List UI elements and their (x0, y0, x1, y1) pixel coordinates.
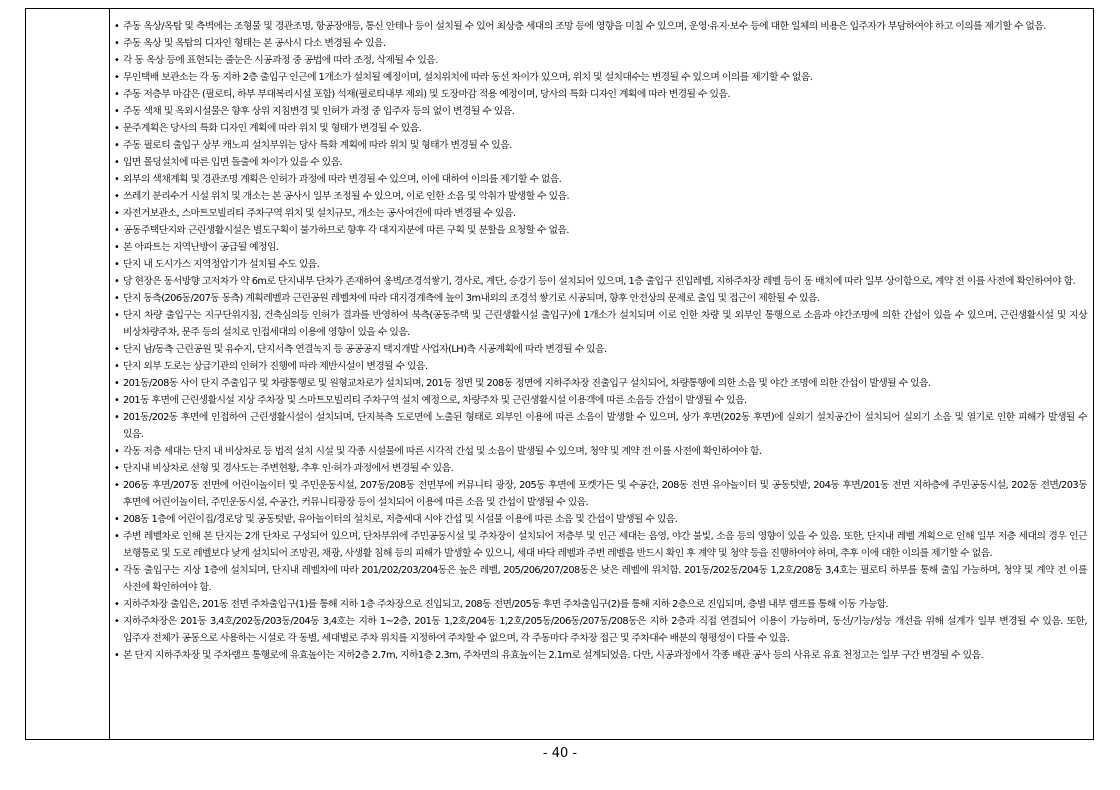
note-text: 201동 후면에 근린생활시설 지상 주차장 및 스마트모빌리티 주차구역 설치 예정으로, 차량주차 및 근린생활시설 이용객에 따른 소음등 간섭이 발생될 수 있음. (123, 395, 747, 406)
note-item (114, 256, 1087, 273)
note-text: 무인택배 보관소는 각 동 지하 2층 출입구 인근에 1개소가 설치될 예정이며, 설치위치에 따라 동선 차이가 있으며, 위치 및 설치대수는 변경될 수 있으며 이의를 제기할 수 없음. (123, 72, 813, 83)
note-item (114, 443, 1087, 460)
note-text: 단지 내 도시가스 지역정압기가 설치될 수도 있음. (123, 259, 320, 270)
category-cell (26, 9, 110, 739)
bullet-icon: • (114, 395, 120, 406)
note-text: 단지 외부 도로는 상급기관의 인허가 진행에 따라 제반시설이 변경될 수 있음. (123, 361, 428, 372)
note-item (114, 460, 1087, 477)
note-item (114, 18, 1087, 35)
bullet-icon: • (114, 378, 120, 389)
note-item (114, 103, 1087, 120)
bullet-icon: • (114, 480, 120, 491)
bullet-icon: • (114, 89, 120, 100)
note-text: 지하주차장 출입은, 201동 전면 주차출입구(1)를 통해 지하 1층 주차장으로 진입되고, 208동 전면/205동 후면 주차출입구(2)를 통해 지하 2층으로 진입되며, 층별 내부 램프를 통해 이동 가능함. (123, 599, 889, 610)
note-item (114, 273, 1087, 290)
note-item (114, 35, 1087, 52)
note-item (114, 239, 1087, 256)
note-text: 201동/202동 후면에 인접하여 근린생활시설이 설치되며, 단지북측 도로면에 노출된 형태로 외부인 이용에 따른 소음이 발생할 수 있으며, 상가 후면(202동 후면)에 실외기 설치공간이 설치되어 실외기 소음 및 열기로 인한 피해가 발생될 수 있음. (123, 412, 1087, 440)
bullet-icon: • (114, 344, 120, 355)
notes-list (114, 18, 1087, 664)
note-item (114, 596, 1087, 613)
note-text: 208동 1층에 어린이집/경로당 및 공동텃밭, 유아놀이터의 설치로, 저층세대 시야 간섭 및 시설물 이용에 따른 소음 및 간섭이 발생될 수 있음. (123, 514, 678, 525)
bullet-icon: • (114, 225, 120, 236)
bullet-icon: • (114, 140, 120, 151)
note-item (114, 358, 1087, 375)
note-item (114, 409, 1087, 443)
bullet-icon: • (114, 21, 120, 32)
bullet-icon: • (114, 599, 120, 610)
bullet-icon: • (114, 106, 120, 117)
bullet-icon: • (114, 242, 120, 253)
bullet-icon: • (114, 174, 120, 185)
bullet-icon: • (114, 293, 120, 304)
bullet-icon: • (114, 514, 120, 525)
note-item (114, 511, 1087, 528)
bullet-icon: • (114, 310, 120, 321)
note-text: 주변 레벨차로 인해 본 단지는 2개 단차로 구성되어 있으며, 단차부위에 주민공동시설 및 주차장이 설치되어 저층부 및 인근 세대는 음영, 야간 불빛, 소음 등의 영향이 있을 수 있음. 또한, 단지내 레벨 계획으로 인해 일부 저층 세대의 경우 인근 보행통로 및 도로 레벨보다 낮게 설치되어 조망권, 채광, 사생활 침해 등의 피해가 발생할 수 있으니, 세대 바닥 레벨과 주변 레벨을 반드시 확인 후 계약 및 청약 등을 진행하여야 하며, 추후 이에 대한 이의를 제기할 수 없음. (123, 531, 1087, 559)
note-text: 당 현장은 동서방향 고저차가 약 6m로 단지내부 단차가 존재하여 옹벽/조경석쌓기, 경사로, 계단, 승강기 등이 설치되어 있으며, 1층 출입구 진입레벨, 지하주차장 레벨 등이 동 배치에 따라 일부 상이함으로, 계약 전 이를 사전에 확인하여야 함. (123, 276, 1076, 287)
note-item (114, 69, 1087, 86)
note-text: 단지 남/동측 근린공원 및 유수지, 단지서측 연결녹지 등 공공공지 택지개발 사업자(LH)측 시공계획에 따라 변경될 수 있음. (123, 344, 607, 355)
note-text: 주동 필로티 출입구 상부 캐노피 설치부위는 당사 특화 계획에 따라 위치 및 형태가 변경될 수 있음. (123, 140, 512, 151)
note-text: 단지 차량 출입구는 지구단위지침, 건축심의등 인허가 결과를 반영하여 북측(공동주택 및 근린생활시설 출입구)에 1개소가 설치되며 이로 인한 차량 및 외부인 통행으로 소음과 야간조명에 의한 간섭이 있을 수 있으며, 근린생활시설 및 지상 비상차량주차, 문주 등의 설치로 인접세대의 이용에 영향이 있을 수 있음. (123, 310, 1087, 338)
note-text: 주동 옥상 및 옥탑의 디자인 형태는 본 공사시 다소 변경될 수 있음. (123, 38, 386, 49)
note-text: 206동 후면/207동 전면에 어린이놀이터 및 주민운동시설, 207동/208동 전면부에 커뮤니티 광장, 205동 후면에 포켓가든 및 수공간, 208동 전면 유아놀이터 및 공동텃밭, 204동 후면/201동 전면 지하층에 주민공동시설, 202동 전면/203동 후면에 어린이놀이터, 주민운동시설, 수공간, 커뮤니티광장 등이 설치되어 이용에 따른 소음 및 간섭이 발생될 수 있음. (123, 480, 1087, 508)
note-item (114, 477, 1087, 511)
bullet-icon: • (114, 123, 120, 134)
bullet-icon: • (114, 208, 120, 219)
note-text: 단지 동측(206동/207동 동측) 계획레벨과 근린공원 레벨차에 따라 대지경계측에 높이 3m내외의 조경석 쌓기로 시공되며, 향후 안전상의 문제로 출입 및 접근이 제한될 수 있음. (123, 293, 820, 304)
note-text: 외부의 색채계획 및 경관조명 계획은 인허가 과정에 따라 변경될 수 있으며, 이에 대하여 이의를 제기할 수 없음. (123, 174, 562, 185)
note-text: 각동 출입구는 지상 1층에 설치되며, 단지내 레벨차에 따라 201/202/203/204동은 높은 레벨, 205/206/207/208동은 낮은 레벨에 위치함. 201동/202동/204동 1,2호/208동 3,4호는 필로티 하부를 통해 출입 가능하며, 청약 및 계약 전 이를 사전에 확인하여야 함. (123, 565, 1087, 593)
note-text: 주동 옥상/옥탑 및 측벽에는 조형물 및 경관조명, 항공장애등, 통신 안테나 등이 설치될 수 있어 최상층 세대의 조망 등에 영향을 미칠 수 있으며, 운영·유지·보수 등에 대한 일체의 비용은 입주자가 부담하여야 하고 이의를 제기할 수 없음. (123, 21, 1046, 32)
notes-table (25, 8, 1094, 740)
bullet-icon: • (114, 259, 120, 270)
note-item (114, 528, 1087, 562)
bullet-icon: • (114, 157, 120, 168)
bullet-icon: • (114, 650, 120, 661)
note-item (114, 392, 1087, 409)
note-text: 문주계획은 당사의 특화 디자인 계획에 따라 위치 및 형태가 변경될 수 있음. (123, 123, 422, 134)
bullet-icon: • (114, 38, 120, 49)
note-item (114, 52, 1087, 69)
notes-cell (110, 9, 1093, 739)
note-item (114, 222, 1087, 239)
bullet-icon: • (114, 412, 120, 423)
bullet-icon: • (114, 72, 120, 83)
note-item (114, 613, 1087, 647)
note-item (114, 290, 1087, 307)
note-item (114, 375, 1087, 392)
bullet-icon: • (114, 276, 120, 287)
note-item (114, 307, 1087, 341)
note-text: 단지내 비상차로 선형 및 경사도는 주변현황, 추후 인·허가 과정에서 변경될 수 있음. (123, 463, 454, 474)
bullet-icon: • (114, 531, 120, 542)
bullet-icon: • (114, 565, 120, 576)
note-text: 공동주택단지와 근린생활시설은 별도구획이 불가하므로 향후 각 대지지분에 따른 구획 및 분할을 요청할 수 없음. (123, 225, 569, 236)
note-item (114, 120, 1087, 137)
bullet-icon: • (114, 463, 120, 474)
page-number: - 40 - (542, 746, 578, 761)
note-item (114, 171, 1087, 188)
note-text: 주동 저층부 마감은 (필로티, 하부 부대복리시설 포함) 석재(필로티내부 제외) 및 도장마감 적용 예정이며, 당사의 특화 디자인 계획에 따라 변경될 수 있음. (123, 89, 730, 100)
note-item (114, 647, 1087, 664)
note-text: 주동 색채 및 옥외시설물은 향후 상위 지침변경 및 인허가 과정 중 입주자 등의 없이 변경될 수 있음. (123, 106, 515, 117)
note-text: 지하주차장은 201동 3,4호/202동/203동/204동 3,4호는 지하 1~2층, 201동 1,2호/204동 1,2호/205동/206동/207동/208동은 지하 2층과 직접 연결되어 이용이 가능하며, 동선/기능/성능 개선을 위해 설계가 일부 변경될 수 있음. 또한, 입주자 전체가 공동으로 사용하는 시설로 각 동별, 세대별로 주차 위치를 지정하여 주차할 수 없으며, 각 주동마다 주차장 접근 및 주차대수 배분의 형평성이 다를 수 있음. (123, 616, 1087, 644)
note-item (114, 154, 1087, 171)
bullet-icon: • (114, 616, 120, 627)
bullet-icon: • (114, 446, 120, 457)
note-text: 각동 저층 세대는 단지 내 비상차로 등 법적 설치 시설 및 각종 시설물에 따른 시각적 간섭 및 소음이 발생될 수 있으며, 청약 및 계약 전 이를 사전에 확인하여야 함. (123, 446, 762, 457)
note-item (114, 188, 1087, 205)
note-item (114, 562, 1087, 596)
note-text: 각 동 옥상 등에 표현되는 줄눈은 시공과정 중 공법에 따라 조정, 삭제될 수 있음. (123, 55, 438, 66)
note-text: 본 아파트는 지역난방이 공급될 예정임. (123, 242, 279, 253)
bullet-icon: • (114, 191, 120, 202)
note-text: 201동/208동 사이 단지 주출입구 및 차량통행로 및 원형교차로가 설치되며, 201동 정면 및 208동 정면에 지하주차장 진출입구 설치되어, 차량통행에 의한 소음 및 야간 조명에 의한 간섭이 발생될 수 있음. (123, 378, 931, 389)
note-text: 입면 몰딩설치에 따른 입면 돌출에 차이가 있을 수 있음. (123, 157, 343, 168)
note-item (114, 205, 1087, 222)
note-text: 쓰레기 분리수거 시설 위치 및 개소는 본 공사시 일부 조정될 수 있으며, 이로 인한 소음 및 악취가 발생할 수 있음. (123, 191, 570, 202)
note-item (114, 137, 1087, 154)
note-item (114, 341, 1087, 358)
note-text: 본 단지 지하주차장 및 주차램프 통행로에 유효높이는 지하2층 2.7m, 지하1층 2.3m, 주차면의 유효높이는 2.1m로 설계되었음. 다만, 시공과정에서 각종 배관 공사 등의 사유로 유효 천정고는 일부 구간 변경될 수 있음. (123, 650, 984, 661)
note-item (114, 86, 1087, 103)
note-text: 자전거보관소, 스마트모빌리티 주차구역 위치 및 설치규모, 개소는 공사여건에 따라 변경될 수 있음. (123, 208, 516, 219)
bullet-icon: • (114, 55, 120, 66)
bullet-icon: • (114, 361, 120, 372)
